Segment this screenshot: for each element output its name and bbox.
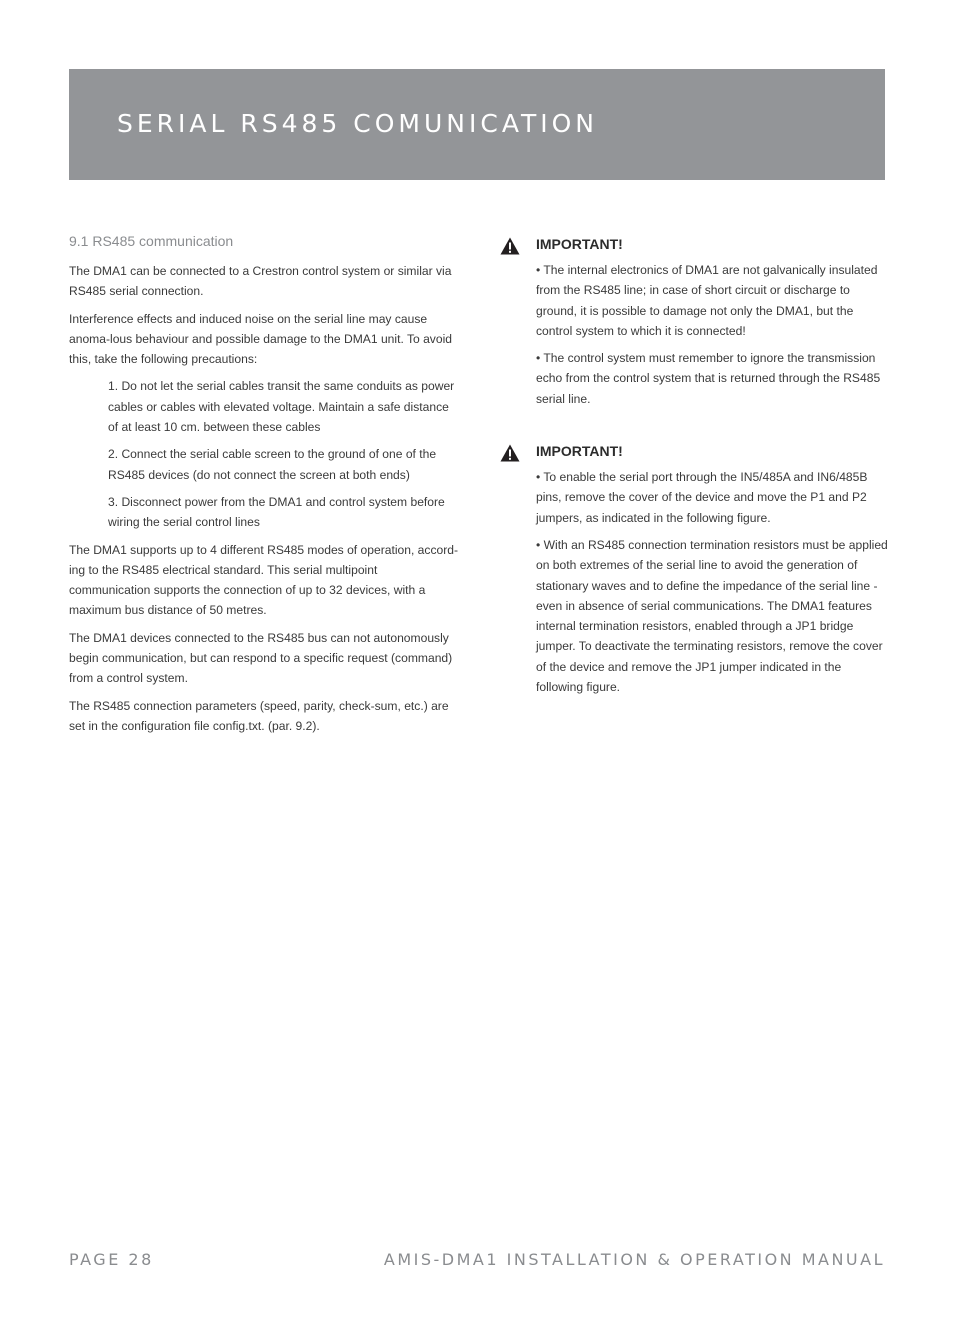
bullet-item: • To enable the serial port through the IN5/485A and IN6/485B pins, remove the cover of the device and move the P1 and P2 jumpers, as indicated in the following figure. xyxy=(536,470,868,525)
list-item: 2. Connect the serial cable screen to the ground of one of the RS485 devices (do not connect the screen at both ends) xyxy=(108,447,437,482)
bullet-item: • With an RS485 connection termination resistors must be applied on both extremes of the serial line to avoid the generation of stationary waves and to define the impedance of the serial line - even in absence of serial communications. The DMA1 features internal termination resistors, enabled through a JP1 bridge jumper. To deactivate the terminating resistors, remove the cover of the device and remove the JP1 jumper indicated in the following figure. xyxy=(536,537,888,695)
important-title: IMPORTANT! xyxy=(536,236,623,252)
bullet-item: • The internal electronics of DMA1 are not galvanically insulated from the RS485 line; in case of short circuit or discharge to ground, it is possible to damage not only the DMA1, but the control system to which it is connected! xyxy=(536,263,878,338)
section-heading: 9.1 RS485 communication xyxy=(69,233,234,249)
page-number: PAGE 28 xyxy=(69,1250,154,1269)
bullet-item: • The control system must remember to ignore the transmission echo from the control system that is returned through the RS485 serial line. xyxy=(536,351,881,406)
important-title: IMPORTANT! xyxy=(536,443,623,460)
important-notice-1 xyxy=(497,234,889,409)
warning-icon xyxy=(500,444,520,462)
page-title: SERIAL RS485 COMUNICATION xyxy=(117,109,599,138)
paragraph: The RS485 connection parameters (speed, parity, check-sum, etc.) are set in the configuration file config.txt. (par. 9.2). xyxy=(69,698,449,733)
left-column xyxy=(69,231,459,743)
paragraph: The DMA1 supports up to 4 different RS485 modes of operation, accord-ing to the RS485 electrical standard. This serial multipoint communication supports the connection of up to 32 devices, with a maximum bus distance of 50 metres. xyxy=(69,542,459,618)
paragraph: The DMA1 can be connected to a Crestron control system or similar via RS485 serial connection. xyxy=(69,264,452,299)
paragraph: Interference effects and induced noise on the serial line may cause anoma-lous behaviour and possible damage to the DMA1 unit. To avoid this, take the following precautions: xyxy=(69,311,452,367)
warning-icon xyxy=(500,237,520,255)
important-notice-2 xyxy=(497,441,889,697)
right-column xyxy=(497,231,889,704)
list-item: 1. Do not let the serial cables transit the same conduits as power cables or cables with elevated voltage. Maintain a safe distance of at least 10 cm. between these cables xyxy=(108,379,455,435)
title-banner xyxy=(69,69,885,180)
paragraph: The DMA1 devices connected to the RS485 bus can not autonomously begin communication, but can respond to a specific request (command) from a control system. xyxy=(69,630,453,686)
manual-title: AMIS-DMA1 INSTALLATION & OPERATION MANUAL xyxy=(383,1250,885,1269)
list-item: 3. Disconnect power from the DMA1 and control system before wiring the serial control lines xyxy=(108,494,445,530)
